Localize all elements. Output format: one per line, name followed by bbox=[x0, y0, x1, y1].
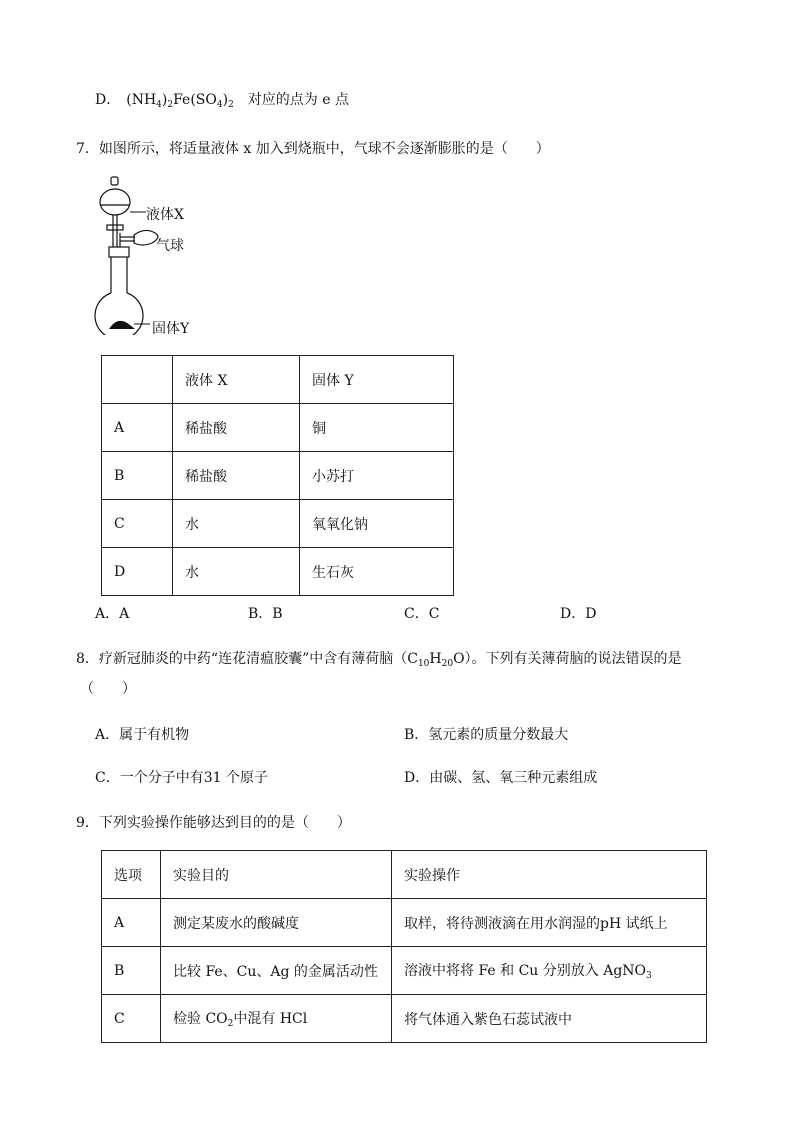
table-cell: 稀盐酸 bbox=[173, 452, 300, 500]
table-cell: 实验目的 bbox=[161, 851, 392, 899]
option-label: D． bbox=[95, 92, 121, 108]
table-row bbox=[102, 548, 454, 596]
table-cell: A bbox=[102, 899, 161, 947]
question-8-stem-cont: （ ） bbox=[80, 681, 136, 697]
label-liquid-x: 液体X bbox=[146, 207, 184, 223]
flask-apparatus-figure bbox=[90, 175, 210, 335]
table-cell: 比较 Fe、Cu、Ag 的金属活动性 bbox=[161, 947, 392, 995]
table-cell: 氧氧化钠 bbox=[300, 500, 454, 548]
table-cell: 铜 bbox=[300, 404, 454, 452]
table-cell: 测定某废水的酸碱度 bbox=[161, 899, 392, 947]
table-cell: D bbox=[102, 548, 173, 596]
q7-option-a: A．A bbox=[95, 606, 130, 622]
table-cell: 将气体通入紫色石蕊试液中 bbox=[392, 995, 707, 1043]
table-cell: C bbox=[102, 995, 161, 1043]
table-row bbox=[102, 500, 454, 548]
option-text: 对应的点为 e 点 bbox=[247, 92, 349, 108]
table-cell: 检验 $CO_2$中混有 HCl bbox=[161, 995, 392, 1043]
question-8-stem: 8．疗新冠肺炎的中药“连花清瘟胶囊”中含有薄荷脑$(C_{10}H_{20}O)$。下列有关薄荷脑的说法错误的是 bbox=[76, 651, 682, 669]
table-cell: 稀盐酸 bbox=[173, 404, 300, 452]
table-cell: 生石灰 bbox=[300, 548, 454, 596]
table-cell: 固体 Y bbox=[300, 356, 454, 404]
table-row bbox=[102, 995, 707, 1043]
formula: $(NH_4)_2Fe(SO_4)_2$ bbox=[126, 92, 234, 110]
table-header-row bbox=[102, 851, 707, 899]
q8-option-c: C．一个分子中有31 个原子 bbox=[95, 770, 268, 786]
table-cell: C bbox=[102, 500, 173, 548]
q7-option-c: C．C bbox=[404, 606, 440, 622]
table-cell: 取样，将待测液滴在用水润湿的pH 试纸上 bbox=[392, 899, 707, 947]
table-row bbox=[102, 452, 454, 500]
table-cell bbox=[102, 356, 173, 404]
q6-option-d bbox=[95, 89, 349, 110]
q8-option-d: D．由碳、氢、氧三种元素组成 bbox=[404, 770, 598, 786]
question-7-table bbox=[101, 355, 454, 596]
q7-option-d: D．D bbox=[560, 606, 597, 622]
question-9-table bbox=[101, 850, 707, 1043]
table-cell: 水 bbox=[173, 548, 300, 596]
table-cell: 溶液中将将 Fe 和 Cu 分别放入 AgNO$_3$ bbox=[392, 947, 707, 995]
label-solid-y: 固体Y bbox=[152, 321, 190, 337]
table-cell: 小苏打 bbox=[300, 452, 454, 500]
label-balloon: 气球 bbox=[156, 238, 184, 254]
table-row bbox=[102, 404, 454, 452]
table-cell: 实验操作 bbox=[392, 851, 707, 899]
q8-option-a: A．属于有机物 bbox=[95, 727, 190, 743]
q7-option-b: B．B bbox=[248, 606, 283, 622]
question-9-stem: 9．下列实验操作能够达到目的的是（ ） bbox=[76, 815, 351, 831]
table-cell: 液体 X bbox=[173, 356, 300, 404]
table-header-row bbox=[102, 356, 454, 404]
q8-option-b: B．氢元素的质量分数最大 bbox=[404, 727, 569, 743]
table-cell: B bbox=[102, 947, 161, 995]
table-row bbox=[102, 947, 707, 995]
table-cell: 水 bbox=[173, 500, 300, 548]
question-7-stem: 7．如图所示，将适量液体 x 加入到烧瓶中，气球不会逐渐膨胀的是（ ） bbox=[76, 141, 550, 157]
table-cell: B bbox=[102, 452, 173, 500]
table-row bbox=[102, 899, 707, 947]
table-cell: 选项 bbox=[102, 851, 161, 899]
table-cell: A bbox=[102, 404, 173, 452]
